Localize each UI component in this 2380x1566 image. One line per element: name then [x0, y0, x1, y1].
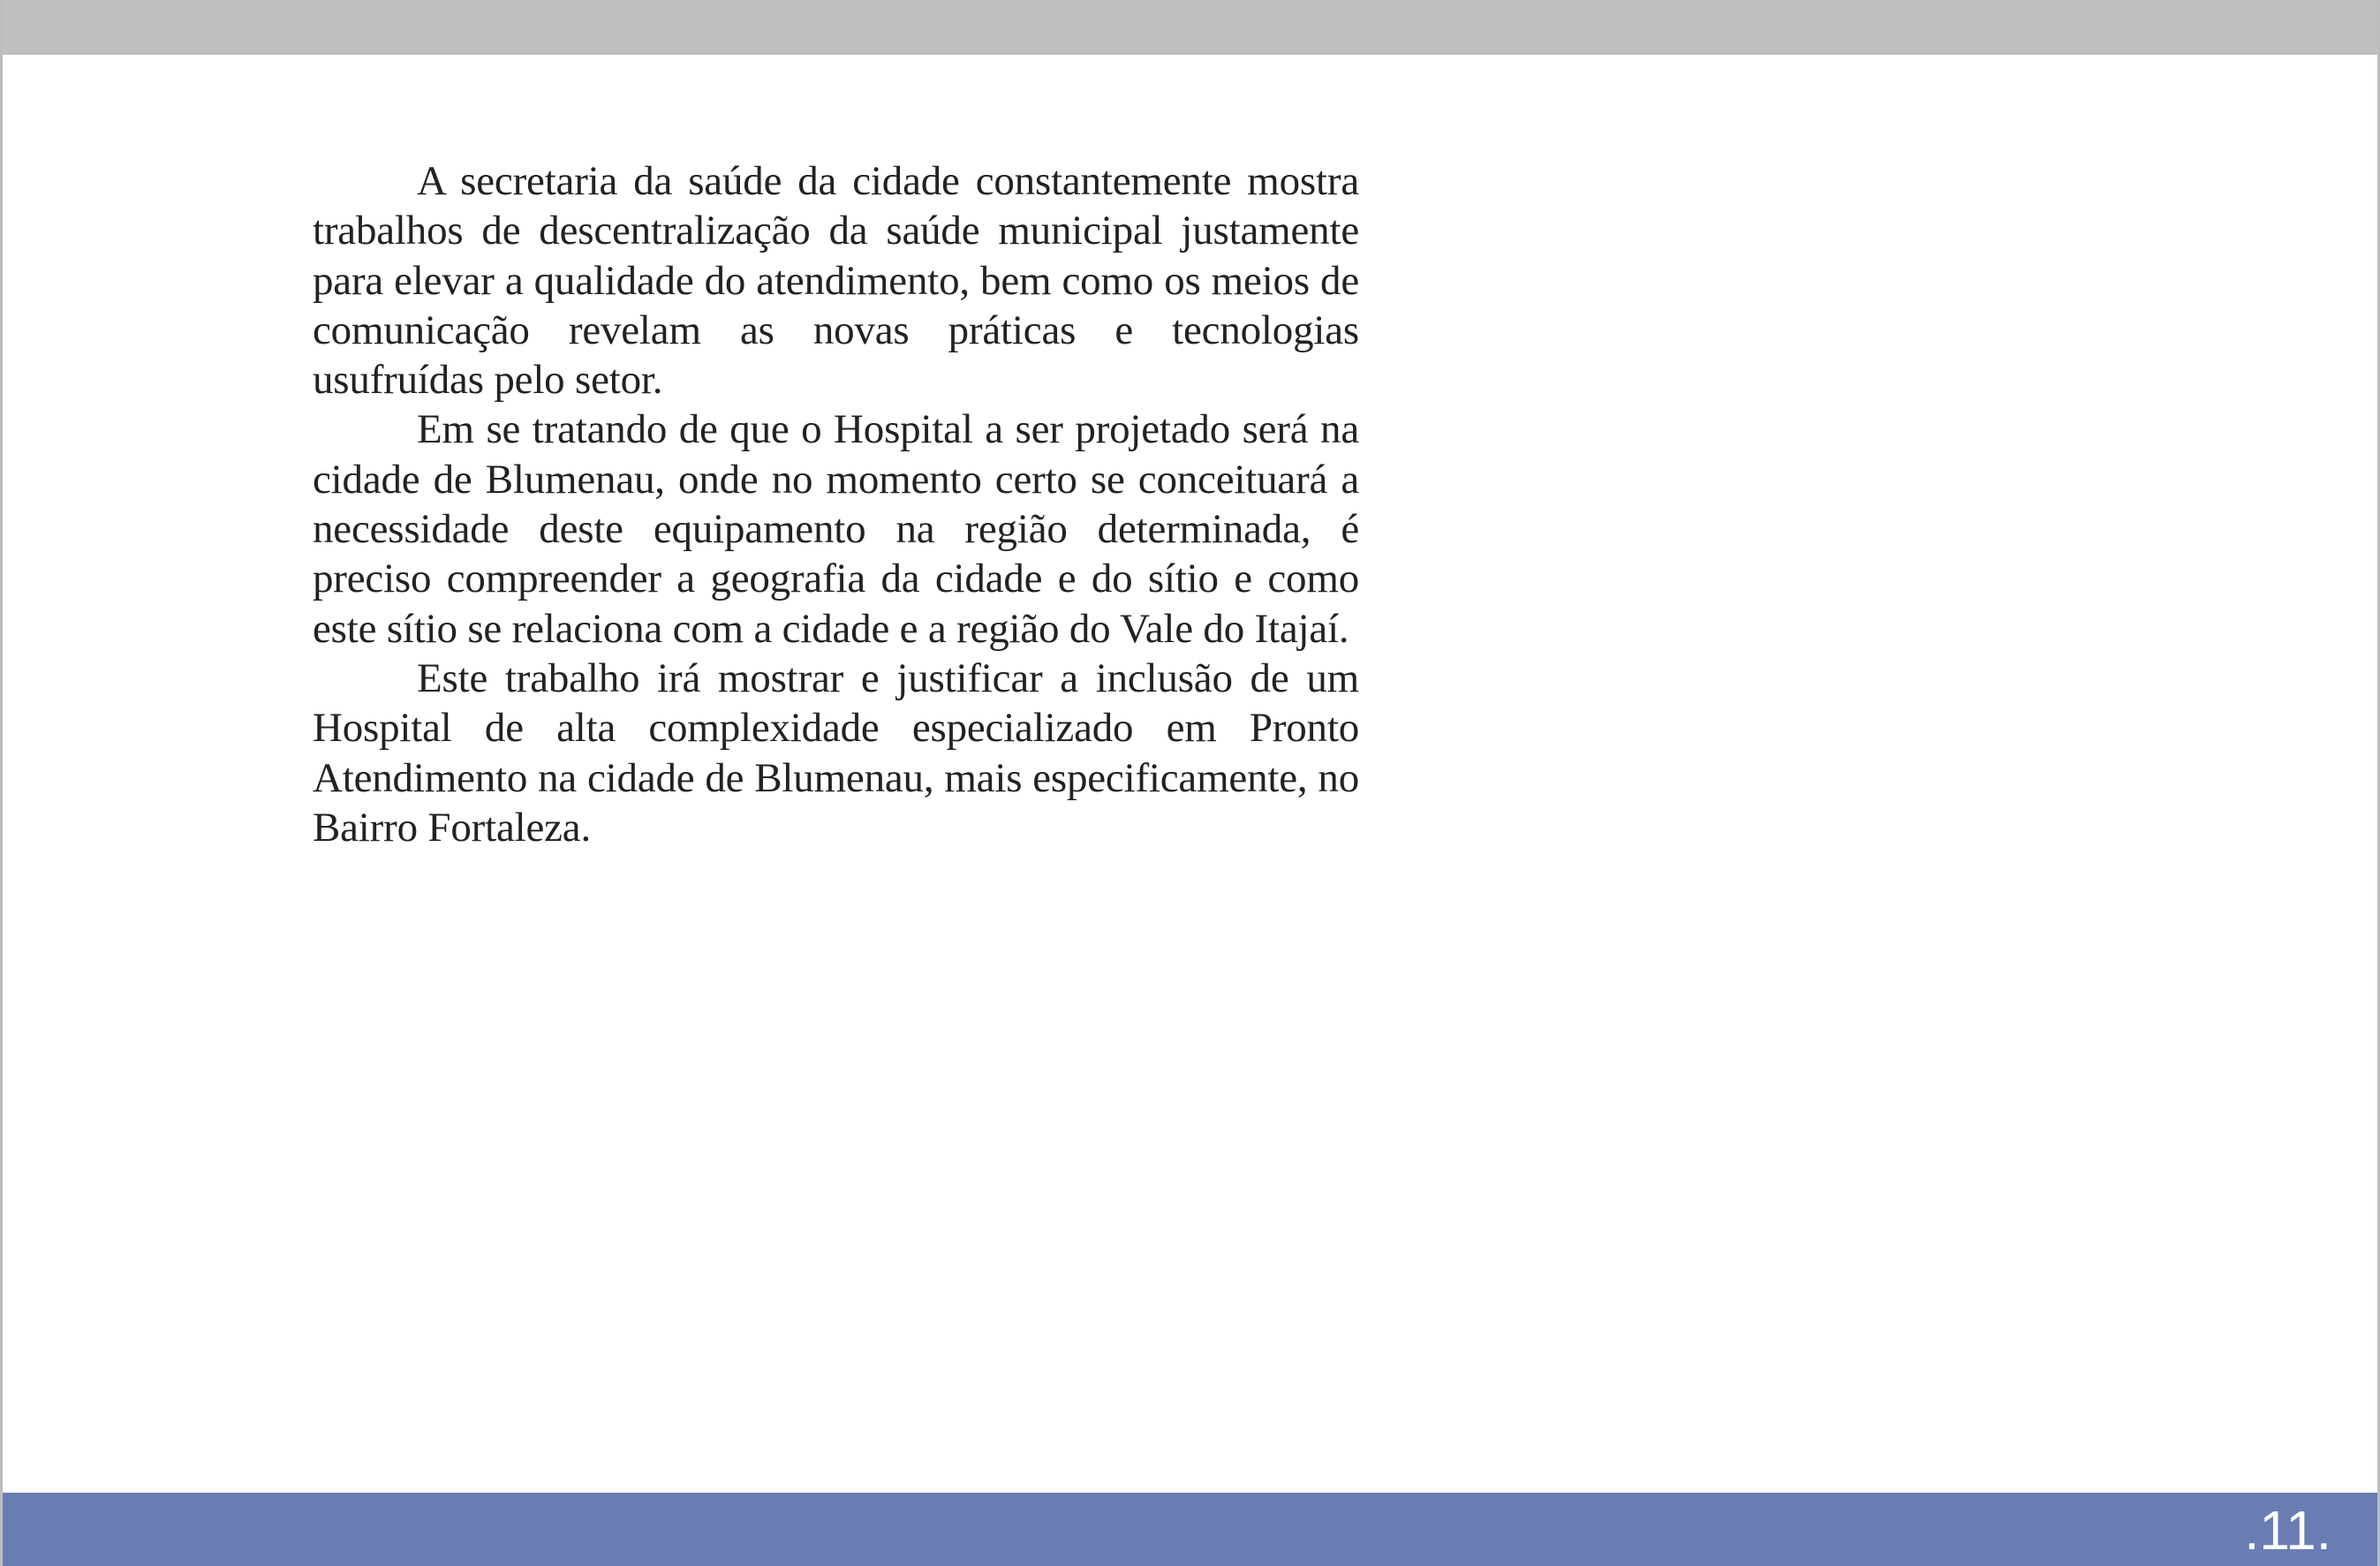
top-header-bar	[3, 0, 2377, 55]
body-text	[313, 156, 1359, 852]
bottom-footer-bar	[3, 1493, 2377, 1566]
paragraph-2: Em se tratando de que o Hospital a ser projetado será na cidade de Blumenau, onde no momento certo se conceituará a necessidade deste equipamento na região determinada, é preciso compreender a geografia da cidade e do sítio e como este sítio se relaciona com a cidade e a região do Vale do Itajaí.	[313, 406, 1359, 652]
paragraph-1: A secretaria da saúde da cidade constantemente mostra trabalhos de descentralização da saúde municipal justamente para elevar a qualidade do atendimento, bem como os meios de comunicação revelam as novas práticas e tecnologias usufruídas pelo setor.	[313, 158, 1359, 404]
page-number: .11.	[2244, 1501, 2331, 1562]
paragraph-3: Este trabalho irá mostrar e justificar a inclusão de um Hospital de alta complexidade especializado em Pronto Atendimento na cidade de Blumenau, mais especificamente, no Bairro Fortaleza.	[313, 654, 1359, 851]
